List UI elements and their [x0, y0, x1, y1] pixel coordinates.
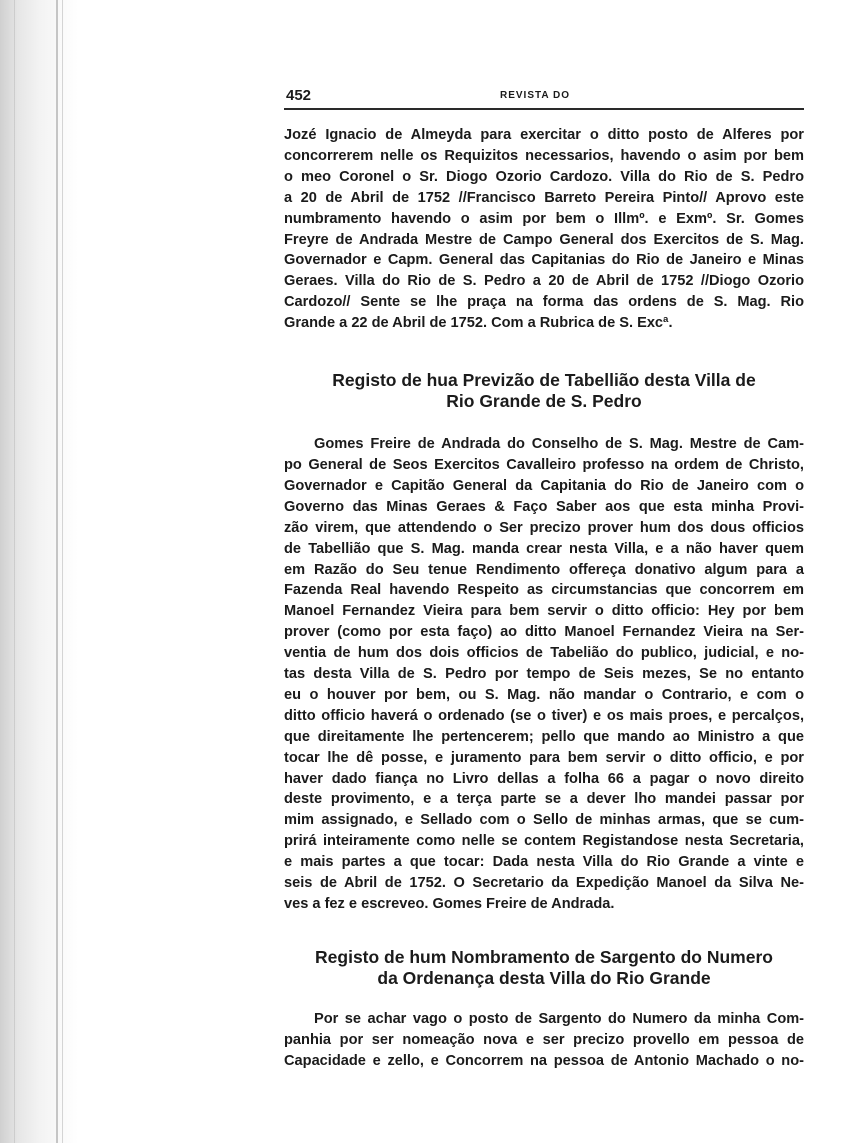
- opening-paragraph: [284, 125, 804, 334]
- text-line: concorrerem nelle os Requizitos necessarios, havendo o asim por bem: [284, 147, 804, 164]
- text-line: prover (como por esta faço) ao ditto Manoel Fernandez Vieira na Ser-: [284, 624, 804, 641]
- text-line: deste provimento, e a terça parte se a dever lho mandei passar por: [284, 791, 804, 808]
- heading-line: Registo de hum Nombramento de Sargento do Numero: [315, 946, 773, 967]
- text-line: Por se achar vago o posto de Sargento do Numero da minha Com-: [314, 1010, 804, 1027]
- text-line: em Razão do Seu tenue Rendimento offereça donativo algum para a: [284, 561, 804, 578]
- text-line: Jozé Ignacio de Almeyda para exercitar o ditto posto de Alferes por: [284, 127, 804, 143]
- text-line: Capacidade e zello, e Concorrem na pessoa de Antonio Machado o no-: [284, 1052, 804, 1069]
- section-body: [284, 1009, 804, 1072]
- scan-edge-line: [56, 0, 58, 1143]
- text-line: eu o houver por bem, ou S. Mag. não mandar o Contrario, e com o: [284, 686, 804, 703]
- text-line: Grande a 22 de Abril de 1752. Com a Rubrica de S. Excª.: [284, 315, 673, 332]
- text-line: Fazenda Real havendo Respeito as circumstancias que concorrem em: [284, 582, 804, 599]
- running-head: REVISTA DO: [500, 90, 571, 101]
- text-line: numbramento havendo o asim por bem o Illmº. e Exmº. Sr. Gomes: [284, 210, 804, 227]
- text-line: Governo das Minas Geraes & Faço Saber aos que esta minha Provi-: [284, 498, 804, 515]
- text-line: o meo Coronel o Sr. Diogo Ozorio Cardozo. Villa do Rio de S. Pedro: [284, 168, 804, 185]
- text-line: Governador e Capitão General da Capitania do Rio de Janeiro com o: [284, 477, 804, 494]
- text-line: Cardozo// Sente se lhe praça na forma das ordens de S. Mag. Rio: [284, 294, 804, 311]
- text-line: de Tabellião que S. Mag. manda crear nesta Villa, e a não haver quem: [284, 540, 804, 557]
- text-line: tocar lhe dê posse, e juramento para bem servir o ditto officio, e por: [284, 749, 804, 766]
- text-line: que direitamente lhe pertencerem; pello que mando ao Ministro a que: [284, 728, 804, 745]
- text-line: ves a fez e escreveo. Gomes Freire de Andrada.: [284, 896, 615, 912]
- header-rule: [284, 108, 804, 110]
- text-line: a 20 de Abril de 1752 //Francisco Barreto Pereira Pinto// Aprovo este: [284, 189, 804, 206]
- scan-edge-line: [14, 0, 15, 1143]
- text-line: tas desta Villa de S. Pedro por tempo de Seis mezes, Se no entanto: [284, 666, 804, 683]
- book-page: [284, 84, 804, 1072]
- heading-line: Registo de hua Previzão de Tabellião desta Villa de: [332, 370, 756, 391]
- heading-line: Rio Grande de S. Pedro: [446, 391, 642, 412]
- text-line: haver dado fiança no Livro dellas a folha 66 a pagar o novo direito: [284, 770, 804, 787]
- text-line: panhia por ser nomeação nova e ser precizo provello em pessoa de: [284, 1031, 804, 1048]
- text-line: zão virem, que attendendo o Ser precizo prover hum dos dous officios: [284, 519, 804, 536]
- section-body: [284, 434, 804, 915]
- heading-line: da Ordenança desta Villa do Rio Grande: [377, 967, 711, 988]
- text-line: e mais partes a que tocar: Dada nesta Villa do Rio Grande a vinte e: [284, 854, 804, 871]
- text-line: Gomes Freire de Andrada do Conselho de S. Mag. Mestre de Cam-: [314, 436, 804, 453]
- text-line: seis de Abril de 1752. O Secretario da Expedição Manoel da Silva Ne-: [284, 875, 804, 892]
- page-number: 452: [286, 87, 312, 104]
- text-line: ditto officio haverá o ordenado (se o tiver) e os mais proes, e percalços,: [284, 707, 804, 724]
- text-line: Governador e Capm. General das Capitanias do Rio de Janeiro e Minas: [284, 252, 804, 269]
- text-line: Freyre de Andrada Mestre de Campo General dos Exercitos de S. Mag.: [284, 231, 804, 248]
- text-line: Manoel Fernandez Vieira para bem servir o ditto officio: Hey por bem: [284, 603, 804, 620]
- scan-shadow: [0, 0, 78, 1143]
- section-heading: [284, 370, 804, 412]
- text-line: Geraes. Villa do Rio de S. Pedro a 20 de Abril de 1752 //Diogo Ozorio: [284, 273, 804, 290]
- text-line: mim assignado, e Sellado com o Sello de minhas armas, que se cum-: [284, 812, 804, 829]
- section-heading: [284, 947, 804, 989]
- page-header: [284, 84, 804, 106]
- scan-edge-line: [62, 0, 63, 1143]
- text-line: prirá inteiramente como nelle se contem Registandose nesta Secretaria,: [284, 833, 804, 850]
- text-line: po General de Seos Exercitos Cavalleiro professo na ordem de Christo,: [284, 456, 804, 473]
- text-line: ventia de hum dos dois officios de Tabelião do publico, judicial, e no-: [284, 645, 804, 662]
